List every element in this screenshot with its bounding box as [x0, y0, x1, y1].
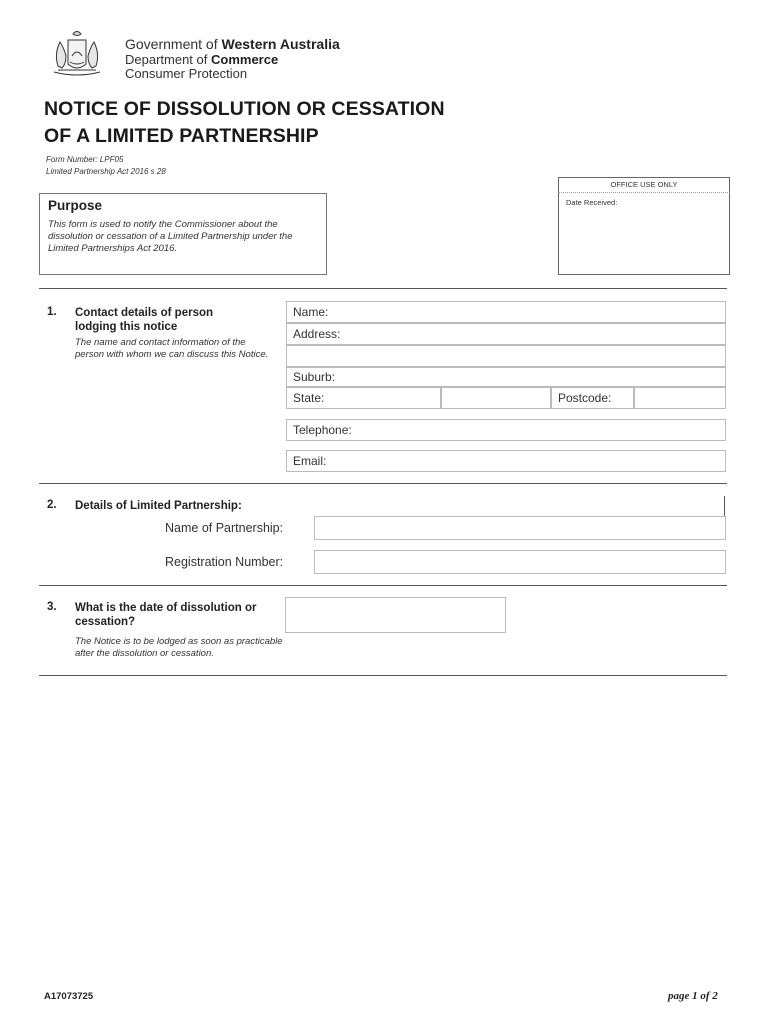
- address-field-line-1[interactable]: [286, 323, 726, 345]
- section-1-heading: Contact details of person lodging this notice: [75, 307, 214, 333]
- section-3-note: The Notice is to be lodged as soon as practicable after the dissolution or cessation.: [75, 636, 283, 659]
- state-field[interactable]: [441, 387, 551, 409]
- postcode-field[interactable]: [634, 387, 726, 409]
- form-number: Form Number: LPF05: [46, 155, 124, 164]
- purpose-title: Purpose: [48, 198, 103, 213]
- partnership-name-label: Name of Partnership:: [165, 521, 284, 535]
- division-name: Consumer Protection: [125, 66, 248, 81]
- section-1-note: The name and contact information of the person with whom we can discuss this Notice.: [75, 337, 269, 360]
- suburb-field[interactable]: [286, 367, 726, 387]
- name-field[interactable]: [286, 301, 726, 323]
- section-3-number: 3.: [47, 601, 57, 613]
- suburb-label: Suburb:: [293, 370, 336, 384]
- date-received-label: Date Received:: [566, 198, 618, 207]
- email-field[interactable]: [286, 450, 726, 472]
- section-2-heading: Details of Limited Partnership:: [75, 500, 242, 512]
- address-field-line-2[interactable]: [286, 345, 726, 367]
- name-label: Name:: [293, 305, 329, 319]
- partnership-name-field[interactable]: [314, 516, 726, 540]
- telephone-field[interactable]: [286, 419, 726, 441]
- address-label: Address:: [293, 327, 341, 341]
- divider: [39, 585, 727, 586]
- divider: [39, 675, 727, 676]
- divider: [39, 483, 727, 484]
- government-name: Government of Western Australia: [125, 36, 340, 52]
- page-title: NOTICE OF DISSOLUTION OR CESSATION OF A LIMITED PARTNERSHIP: [44, 98, 445, 147]
- section-1-number: 1.: [47, 306, 57, 318]
- document-code: A17073725: [44, 991, 94, 1002]
- office-use-heading: OFFICE USE ONLY: [558, 177, 730, 193]
- section-2-number: 2.: [47, 499, 57, 511]
- department-name: Department of Commerce: [125, 52, 279, 67]
- act-reference: Limited Partnership Act 2016 s 28: [46, 167, 166, 176]
- registration-number-field[interactable]: [314, 550, 726, 574]
- divider: [39, 288, 727, 289]
- wa-government-crest-icon: [46, 26, 108, 78]
- page-number: page 1 of 2: [668, 990, 718, 1002]
- email-label: Email:: [293, 454, 327, 468]
- state-label: State:: [293, 391, 325, 405]
- telephone-label: Telephone:: [293, 423, 352, 437]
- purpose-text: This form is used to notify the Commissioner about the dissolution or cessation of a Limited Partnership under the Limited Partnerships Act 2016.: [48, 219, 293, 254]
- registration-number-label: Registration Number:: [165, 555, 284, 569]
- postcode-label: Postcode:: [558, 391, 612, 405]
- section-3-heading: What is the date of dissolution or cessation?: [75, 602, 257, 628]
- field-edge-marker: [724, 496, 725, 516]
- dissolution-date-field[interactable]: [285, 597, 506, 633]
